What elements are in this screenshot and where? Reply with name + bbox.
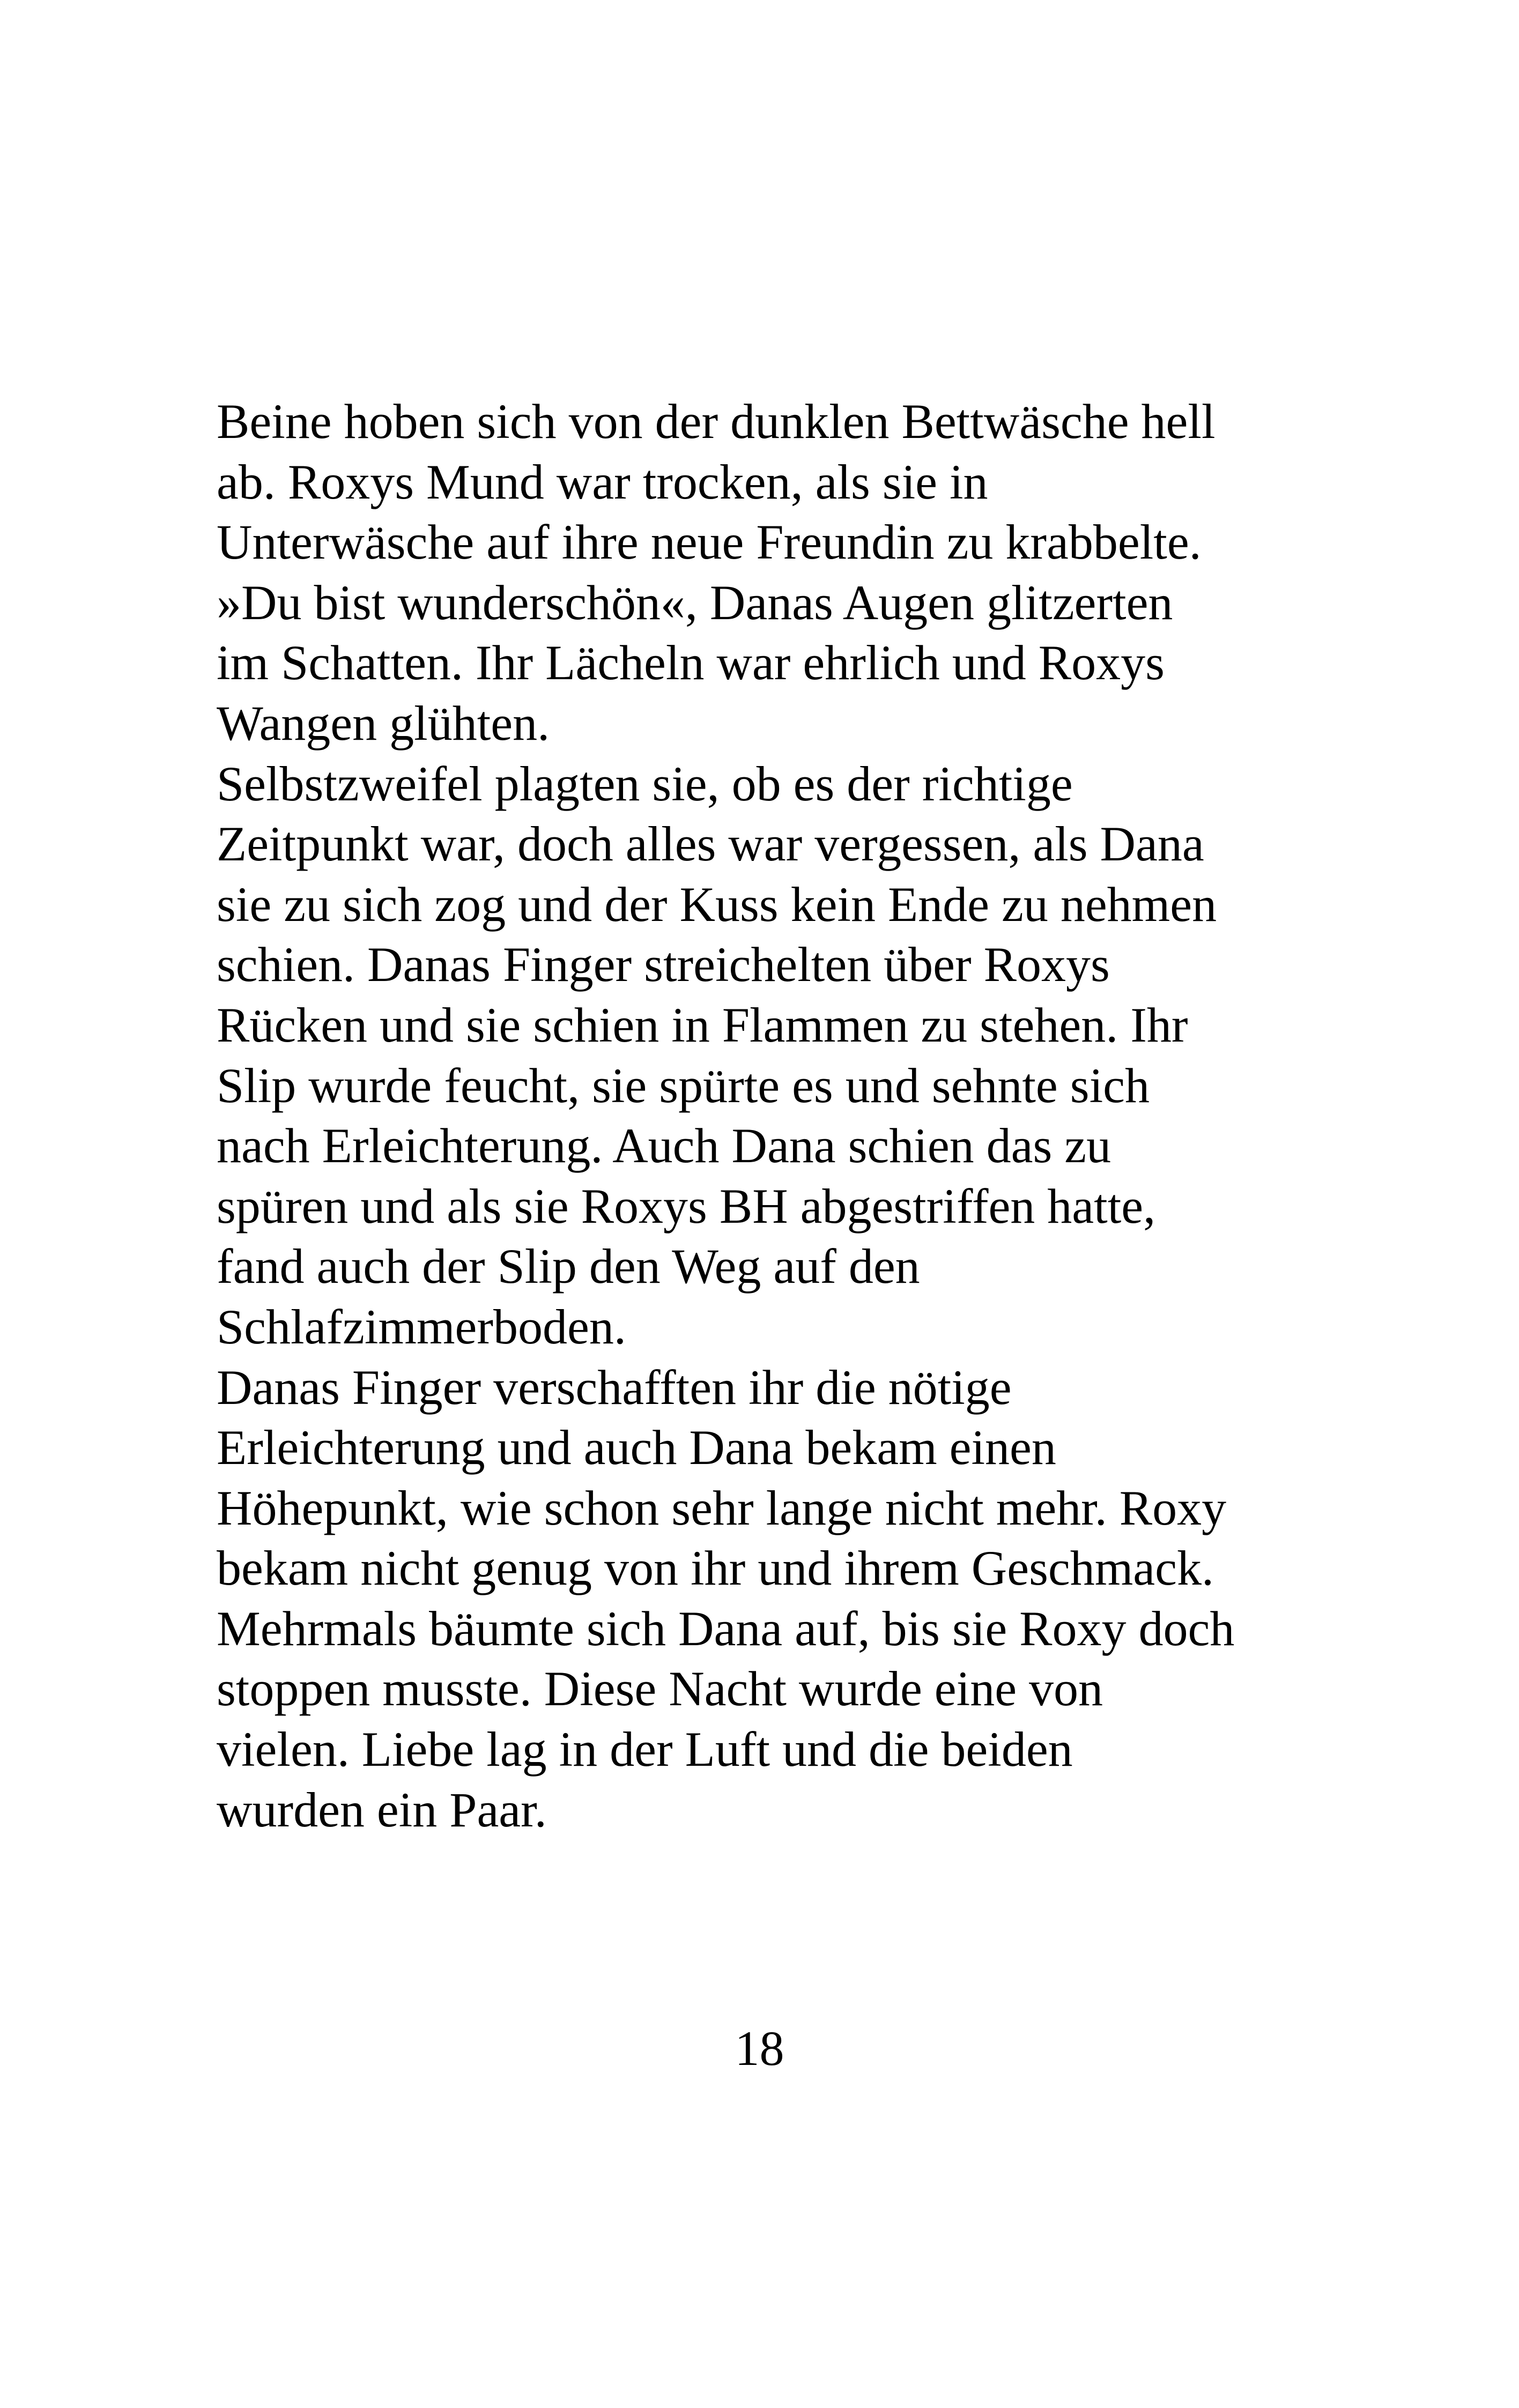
text-line: im Schatten. Ihr Lächeln war ehrlich und Roxys bbox=[217, 635, 1165, 690]
text-line: Höhepunkt, wie schon sehr lange nicht mehr. Roxy bbox=[217, 1480, 1227, 1535]
text-line: Danas Finger verschafften ihr die nötige bbox=[217, 1359, 1012, 1415]
text-line: wurden ein Paar. bbox=[217, 1782, 547, 1837]
text-line: Mehrmals bäumte sich Dana auf, bis sie Roxy doch bbox=[217, 1601, 1235, 1656]
text-line: spüren und als sie Roxys BH abgestriffen hatte, bbox=[217, 1178, 1156, 1233]
text-line: Selbstzweifel plagten sie, ob es der richtige bbox=[217, 756, 1073, 811]
text-line: Beine hoben sich von der dunklen Bettwäsche hell bbox=[217, 394, 1216, 449]
text-line: Erleichterung und auch Dana bekam einen bbox=[217, 1420, 1056, 1475]
text-line: Schlafzimmerboden. bbox=[217, 1299, 626, 1354]
text-line: »Du bist wunderschön«, Danas Augen glitzerten bbox=[217, 575, 1173, 630]
text-line: vielen. Liebe lag in der Luft und die beiden bbox=[217, 1722, 1073, 1777]
text-line: stoppen musste. Diese Nacht wurde eine von bbox=[217, 1661, 1103, 1716]
text-line: Rücken und sie schien in Flammen zu stehen. Ihr bbox=[217, 997, 1188, 1052]
text-line: nach Erleichterung. Auch Dana schien das zu bbox=[217, 1118, 1112, 1173]
text-line: Unterwäsche auf ihre neue Freundin zu krabbelte. bbox=[217, 515, 1202, 570]
page-number: 18 bbox=[735, 2021, 784, 2076]
body-text bbox=[217, 391, 1353, 1840]
text-line: sie zu sich zog und der Kuss kein Ende zu nehmen bbox=[217, 876, 1217, 932]
text-line: ab. Roxys Mund war trocken, als sie in bbox=[217, 454, 988, 509]
text-line: bekam nicht genug von ihr und ihrem Geschmack. bbox=[217, 1541, 1214, 1596]
text-line: fand auch der Slip den Weg auf den bbox=[217, 1239, 920, 1294]
text-line: schien. Danas Finger streichelten über Roxys bbox=[217, 937, 1110, 992]
text-line: Wangen glühten. bbox=[217, 695, 550, 750]
text-line: Slip wurde feucht, sie spürte es und sehnte sich bbox=[217, 1058, 1150, 1113]
text-line: Zeitpunkt war, doch alles war vergessen, als Dana bbox=[217, 816, 1204, 872]
